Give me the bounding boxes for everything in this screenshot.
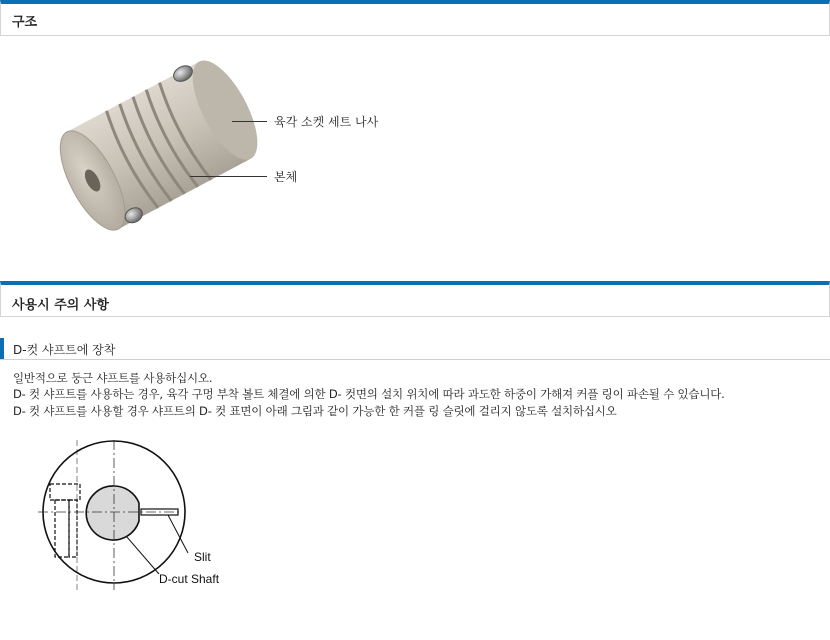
dcut-diagram [30, 440, 290, 610]
body-callout-label: 본체 [274, 170, 298, 184]
subsection-header-dcut [0, 338, 830, 360]
subsection-accent-bar [0, 338, 4, 359]
section-title-structure: 구조 [12, 15, 38, 30]
paragraph-line-1: 일반적으로 둥근 샤프트를 사용하십시오. [13, 371, 213, 385]
dcut-shaft-label: D-cut Shaft [159, 572, 220, 586]
body-callout-line [190, 176, 267, 177]
section-header-precautions [0, 281, 830, 317]
section-title-precautions: 사용시 주의 사항 [12, 298, 109, 313]
screw-callout-line [232, 121, 267, 122]
subsection-title: D-컷 샤프트에 장착 [13, 343, 116, 357]
screw-callout-label: 육각 소켓 세트 나사 [274, 115, 379, 129]
paragraph-line-2: D- 컷 샤프트를 사용하는 경우, 육각 구멍 부착 볼트 체결에 의한 D- 컷면의 설치 위치에 따라 과도한 하중이 가해져 커플 링이 파손될 수 있습니다. [13, 387, 725, 401]
slit-label: Slit [194, 550, 211, 564]
paragraph-line-3: D- 컷 샤프트를 사용할 경우 샤프트의 D- 컷 표면이 아래 그림과 같이 가능한 한 커플 링 슬릿에 걸리지 않도록 설치하십시오 [13, 404, 617, 418]
dcut-shaft-shape [86, 486, 139, 540]
